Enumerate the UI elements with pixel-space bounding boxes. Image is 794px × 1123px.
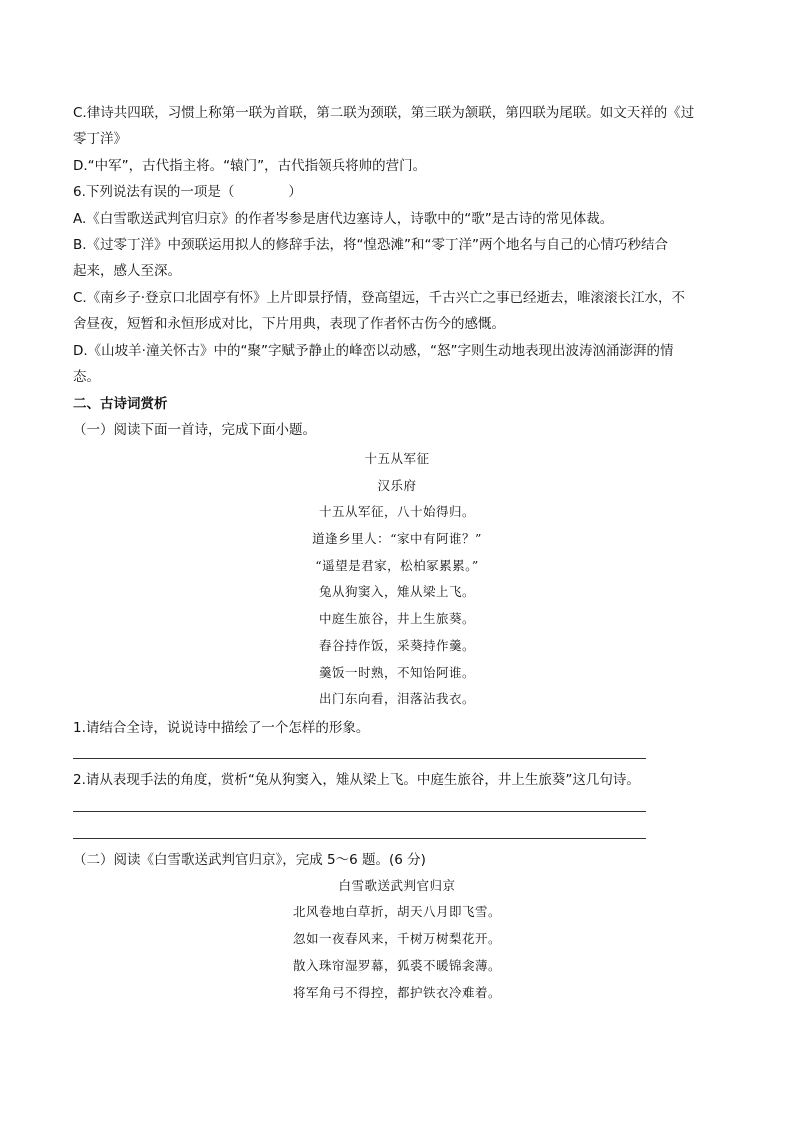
question-6: 6.下列说法有误的一项是（ ） <box>73 184 302 200</box>
q6-option-b-line-1: B.《过零丁洋》中颈联运用拟人的修辞手法，将“惶恐滩”和“零丁洋”两个地名与自己的心情巧秒结合 <box>73 237 669 253</box>
answer-line[interactable] <box>73 811 646 812</box>
poem1-line: 道逢乡里人：“家中有阿谁？” <box>312 531 482 546</box>
section-heading: 二、古诗词赏析 <box>73 396 168 412</box>
poem1-line: 出门东向看，泪落沾我衣。 <box>318 691 475 706</box>
option-d-line: D.“中军”，古代指主将。“辕门”，古代指领兵将帅的营门。 <box>73 158 427 174</box>
q6-option-c-line-1: C.《南乡子·登京口北固亭有怀》上片即景抒情，登高望远，千古兴亡之事已经逝去，唯滚滚长江水，不 <box>73 290 686 306</box>
poem1-line: “遥望是君家，松柏冢累累。” <box>315 558 479 573</box>
question-1: 1.请结合全诗，说说诗中描绘了一个怎样的形象。 <box>73 720 370 736</box>
option-c-line-2: 零丁洋》 <box>73 131 127 147</box>
poem1-line: 十五从军征，八十始得归。 <box>318 504 475 519</box>
q6-option-a: A.《白雪歌送武判官归京》的作者岑参是唐代边塞诗人，诗歌中的“歌”是古诗的常见体裁。 <box>73 211 614 227</box>
part2-intro: （二）阅读《白雪歌送武判官归京》，完成 5～6 题。(6 分) <box>73 852 426 868</box>
q6-option-d-line-1: D.《山坡羊·潼关怀古》中的“聚”字赋予静止的峰峦以动感，“怒”字则生动地表现出波涛汹涌澎湃的情 <box>73 343 674 359</box>
poem1-line: 舂谷持作饭，采葵持作羹。 <box>318 638 475 653</box>
poem1-title: 十五从军征 <box>364 451 430 466</box>
option-c-line-1: C.律诗共四联，习惯上称第一联为首联，第二联为颈联，第三联为颔联，第四联为尾联。如文天祥的《过 <box>73 105 695 121</box>
question-2: 2.请从表现手法的角度，赏析“兔从狗窦入，雉从梁上飞。中庭生旅谷，井上生旅葵”这几句诗。 <box>73 772 640 788</box>
poem1-line: 中庭生旅谷，井上生旅葵。 <box>318 611 475 626</box>
answer-line[interactable] <box>73 838 646 839</box>
poem2-line: 将军角弓不得控，都护铁衣冷难着。 <box>292 985 501 1000</box>
poem1-author: 汉乐府 <box>377 478 417 493</box>
poem1-line: 羹饭一时熟，不知饴阿谁。 <box>318 665 475 680</box>
q6-option-c-line-2: 舍昼夜，短暂和永恒形成对比，下片用典，表现了作者怀古伤今的感慨。 <box>73 316 505 332</box>
answer-line[interactable] <box>73 758 646 759</box>
poem2-line: 北风卷地白草折，胡天八月即飞雪。 <box>292 904 501 919</box>
poem2-line: 忽如一夜春风来，千树万树梨花开。 <box>292 931 501 946</box>
q6-option-b-line-2: 起来，感人至深。 <box>73 263 181 279</box>
poem1-line: 兔从狗窦入，雉从梁上飞。 <box>318 584 475 599</box>
poem2-title: 白雪歌送武判官归京 <box>338 878 456 893</box>
poem2-line: 散入珠帘湿罗幕，狐裘不暖锦衾薄。 <box>292 958 501 973</box>
q6-option-d-line-2: 态。 <box>73 369 100 385</box>
part1-intro: （一）阅读下面一首诗，完成下面小题。 <box>73 422 316 438</box>
